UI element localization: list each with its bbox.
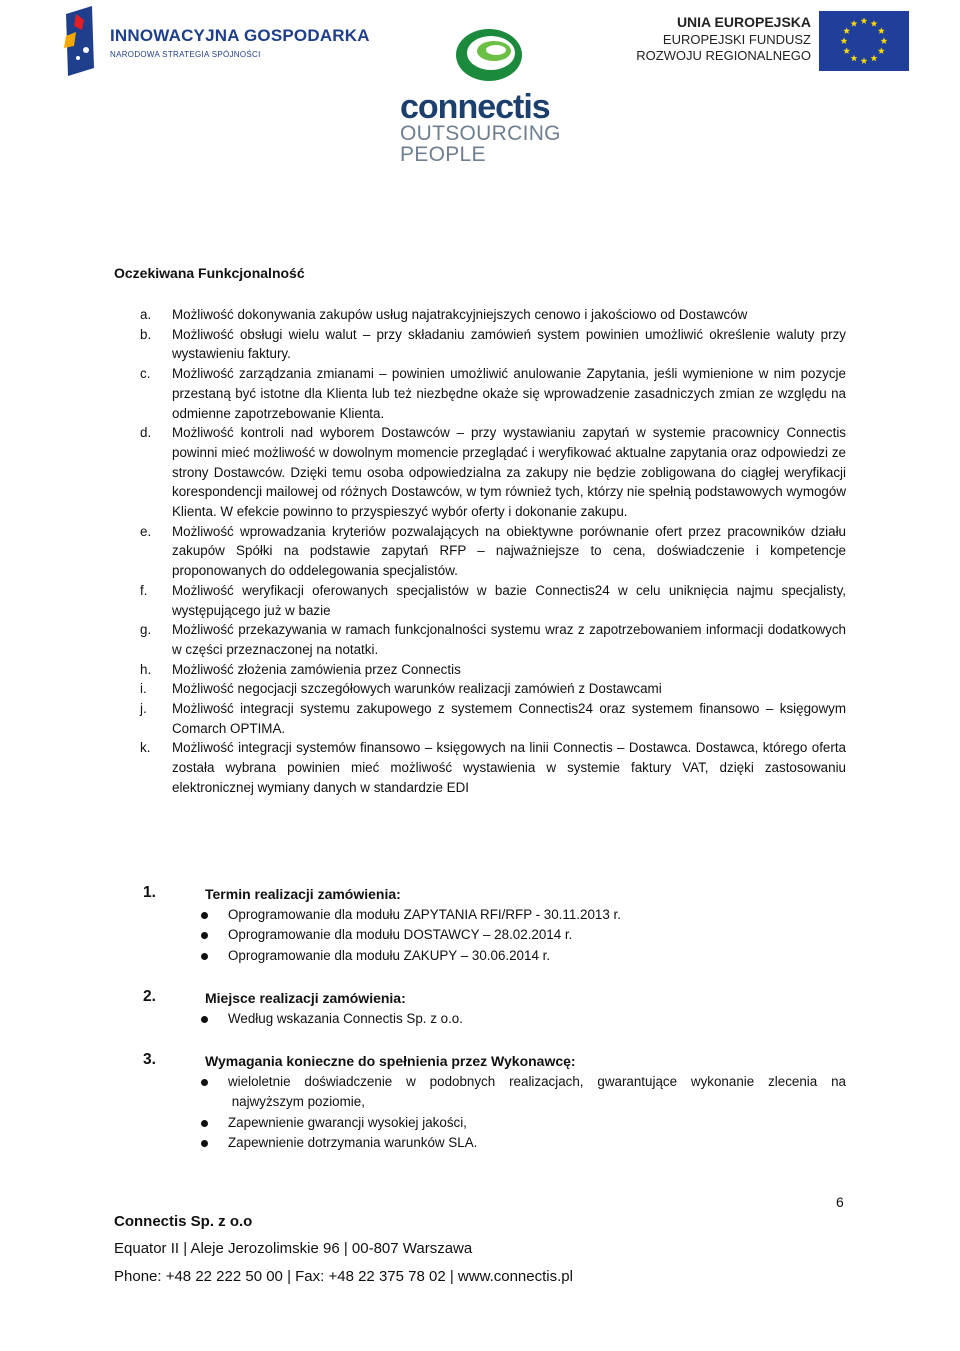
list-marker: h. xyxy=(140,661,152,677)
list-marker: b. xyxy=(140,326,152,342)
connectis-logo-line3: PEOPLE xyxy=(400,143,486,166)
item-text-line: waluty przy wystawieniu faktury. xyxy=(172,326,846,362)
item-text xyxy=(172,307,747,322)
item-text xyxy=(172,681,662,696)
list-marker: f. xyxy=(140,582,148,598)
footer-company: Connectis Sp. z o.o xyxy=(114,1213,253,1230)
bullet-text: Zapewnienie gwarancji wysokiej jakości, xyxy=(228,1114,467,1130)
functionality-item xyxy=(140,660,846,680)
bullet-text: wieloletnie doświadczenie w podobnych realizacjach, gwarantujące wykonanie zlecenia na xyxy=(228,1074,846,1089)
bullet-icon xyxy=(201,953,208,960)
functionality-item xyxy=(140,325,846,364)
item-text-line: pracowników działu zakupów Spółki na podstawie zapytań RFP – najważniejsze to cena, doświadczenie xyxy=(172,523,846,559)
item-text xyxy=(172,622,846,657)
list-marker: g. xyxy=(140,622,152,638)
section-title: Miejsce realizacji zamówienia: xyxy=(205,990,406,1006)
functionality-item xyxy=(140,738,846,797)
bullet-icon xyxy=(201,912,208,919)
list-marker: d. xyxy=(140,425,152,441)
bullet-icon xyxy=(201,1140,208,1147)
item-text-line: zastosowaniu elektronicznej wymiany danych w standardzie EDI xyxy=(172,760,846,795)
innowacyjna-gospodarka-title: INNOWACYJNA GOSPODARKA xyxy=(110,26,370,45)
item-text xyxy=(172,701,846,736)
eu-flag-icon xyxy=(819,11,909,71)
section-title: Wymagania konieczne do spełnienia przez Wykonawcę: xyxy=(205,1053,576,1069)
bullet-text: Zapewnienie dotrzymania warunków SLA. xyxy=(228,1135,478,1151)
list-marker: e. xyxy=(140,523,152,539)
eu-logo-line2: EUROPEJSKI FUNDUSZ xyxy=(662,32,811,47)
item-text-line: księgowym Comarch OPTIMA. xyxy=(172,701,846,736)
item-text-line: Możliwość kontroli nad wyborem Dostawców – przy wystawianiu zapytań w systemie pracownicy xyxy=(172,425,780,441)
connectis-logo-name: connectis xyxy=(400,88,550,126)
item-text-line: Możliwość dokonywania zakupów usług najatrakcyjniejszych cenowo i jakościowo od Dostawców xyxy=(172,307,748,322)
eu-logo-line3: ROZWOJU REGIONALNEGO xyxy=(636,48,811,63)
item-text xyxy=(172,662,461,677)
list-marker: a. xyxy=(140,307,152,322)
functionality-item xyxy=(140,305,846,325)
item-text xyxy=(172,524,846,578)
item-text xyxy=(172,583,846,618)
item-text-line: którego oferta została wybrana powinien mieć możliwość wystawienia w systemie faktury VAT, dzięki xyxy=(172,740,846,776)
item-text-line: Możliwość złożenia zamówienia przez Connectis xyxy=(172,661,461,677)
list-marker: c. xyxy=(140,366,151,382)
functionality-item xyxy=(140,522,846,581)
eu-logo-line1: UNIA EUROPEJSKA xyxy=(676,14,811,30)
footer-address: Equator II | Aleje Jerozolimskie 96 | 00-807 Warszawa xyxy=(114,1240,473,1257)
section-number: 2. xyxy=(143,988,156,1005)
connectis-logo xyxy=(395,26,585,166)
item-text-line: dodatkowych w części przeznaczonej na notatki. xyxy=(172,622,846,657)
page-number: 6 xyxy=(836,1194,844,1210)
item-text-line: będzie zobligowana do ciągłej weryfikacji korespondencji mailowej od różnych Dostawców, w tym xyxy=(172,464,846,500)
functionality-item xyxy=(140,620,846,659)
functionality-item xyxy=(140,679,846,699)
item-text xyxy=(172,425,846,519)
section-number: 3. xyxy=(143,1051,156,1068)
innowacyjna-gospodarka-logo xyxy=(60,6,370,76)
bullet-text: najwyższym poziomie, xyxy=(228,1094,365,1110)
bullet-icon xyxy=(201,1120,208,1127)
functionality-item xyxy=(140,581,846,620)
item-text-line: również tych, którzy nie spełnią podstawowych wymogów Klienta. W efekcie powinno to przyspieszyć xyxy=(172,484,846,520)
item-text-line: zapytania oraz odpowiedzi ze strony Dostawców. Dzięki temu osoba odpowiedzialna za zakupy nie xyxy=(172,444,846,480)
eu-fund-logo xyxy=(636,10,915,72)
item-text-line: Możliwość negocjacji szczegółowych warunków realizacji zamówień z Dostawcami xyxy=(172,681,662,697)
innowacyjna-gospodarka-emblem-icon xyxy=(60,6,108,76)
item-text-line: Możliwość przekazywania w ramach funkcjonalności systemu wraz z zapotrzebowaniem informacji xyxy=(172,622,764,638)
item-text xyxy=(172,366,846,420)
bullet-text: Oprogramowanie dla modułu ZAKUPY – 30.06.2014 r. xyxy=(228,947,551,963)
footer-contact: Phone: +48 22 222 50 00 | Fax: +48 22 375 78 02 | www.connectis.pl xyxy=(114,1268,573,1285)
bullet-text: Oprogramowanie dla modułu DOSTAWCY – 28.02.2014 r. xyxy=(228,927,573,943)
bullet-text: Oprogramowanie dla modułu ZAPYTANIA RFI/RFP - 30.11.2013 r. xyxy=(228,907,621,922)
functionality-list xyxy=(140,305,846,798)
item-text-line: Możliwość integracji systemu zakupowego z systemem Connectis24 oraz systemem finansowo – xyxy=(172,701,774,717)
item-text xyxy=(172,740,846,794)
item-text-line: wybór oferty i dokonanie zakupu. xyxy=(431,504,628,520)
section-title: Termin realizacji zamówienia: xyxy=(205,886,401,902)
list-marker: k. xyxy=(140,740,151,756)
list-marker: j. xyxy=(140,701,147,717)
item-text-line: i kompetencje proponowanych do oddelegowania specjalistów. xyxy=(172,543,846,579)
item-text-line: specjalisty, występującego już w bazie xyxy=(172,582,846,618)
item-text-line: Możliwość integracji systemów finansowo – księgowych na linii Connectis – Dostawca. Dostawca, xyxy=(172,740,759,756)
item-text-line: Możliwość obsługi wielu walut – przy składaniu zamówień system powinien umożliwić określenie xyxy=(172,326,771,342)
section-number: 1. xyxy=(143,884,156,901)
connectis-swirl-icon xyxy=(453,26,525,84)
functionality-item xyxy=(140,699,846,738)
functionality-item xyxy=(140,364,846,423)
bullet-icon xyxy=(201,1079,208,1086)
item-text-line: pozycje przestaną być istotne dla Klienta lub też niezbędne okaże się wprowadzenie zasadniczych xyxy=(172,366,846,401)
item-text-line: Możliwość zarządzania zmianami – powinien umożliwić anulowanie Zapytania, jeśli wymienione w nim xyxy=(172,366,796,382)
item-text-line: zmian ze względu na odmienne zapotrzebowanie Klienta. xyxy=(172,385,846,421)
functionality-item xyxy=(140,423,846,522)
innowacyjna-gospodarka-subtitle: NARODOWA STRATEGIA SPÓJNOŚCI xyxy=(110,50,261,59)
item-text-line: Możliwość weryfikacji oferowanych specjalistów w bazie Connectis24 w celu uniknięcia najmu xyxy=(172,582,774,598)
bullet-icon xyxy=(201,932,208,939)
bullet-icon xyxy=(201,1016,208,1023)
list-marker: i. xyxy=(140,681,147,697)
bullet-text: Według wskazania Connectis Sp. z o.o. xyxy=(228,1011,463,1026)
item-text-line: Connectis powinni mieć możliwość w dowolnym momencie przeglądać i weryfikować aktualne xyxy=(172,425,846,460)
section-heading: Oczekiwana Funkcjonalność xyxy=(114,265,305,281)
item-text xyxy=(172,327,846,362)
connectis-logo-line2: OUTSOURCING xyxy=(400,122,561,145)
item-text-line: Możliwość wprowadzania kryteriów pozwalających na obiektywne porównanie ofert przez xyxy=(172,523,722,539)
